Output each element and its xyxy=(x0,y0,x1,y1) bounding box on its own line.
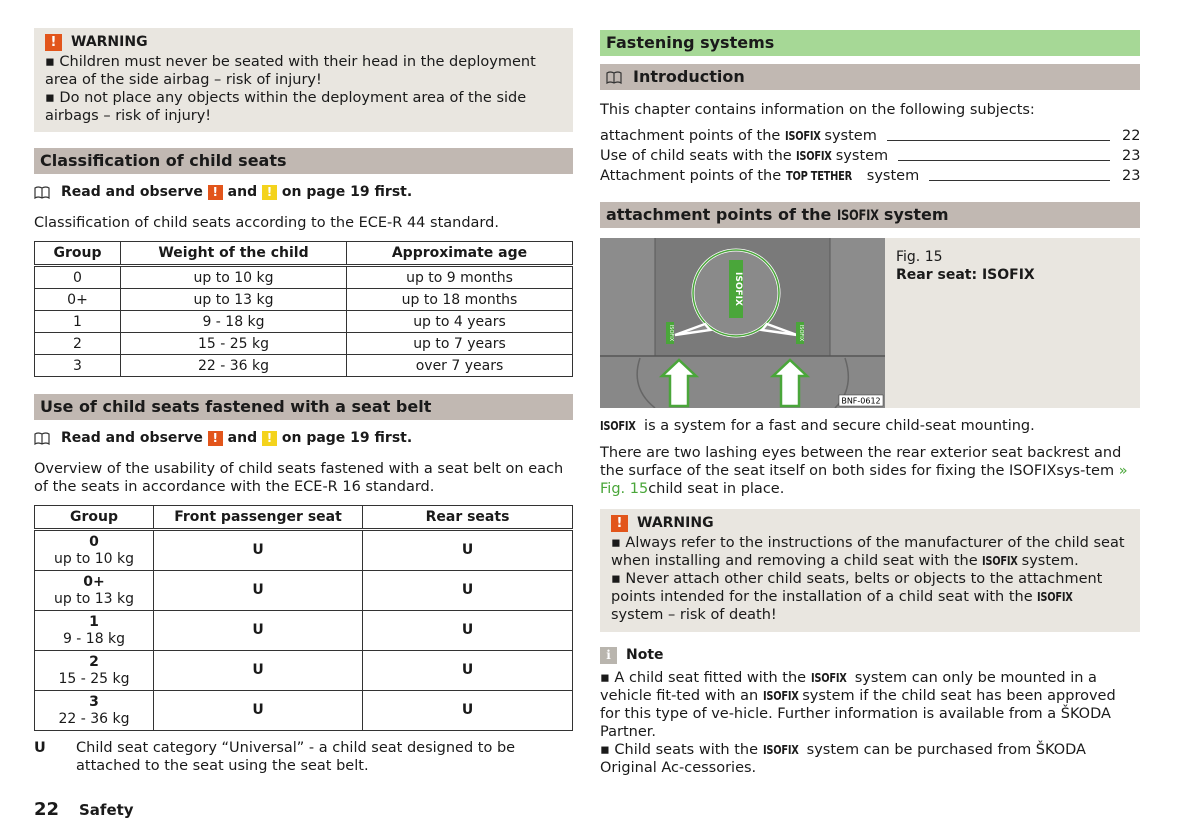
table-header: Group xyxy=(35,242,121,266)
isofix-logo: ISOFIX xyxy=(600,419,636,433)
table-cell: U xyxy=(154,530,363,571)
read-prefix: Read and observe xyxy=(61,430,203,446)
group-number: 2 xyxy=(89,653,99,670)
warning-icon: ! xyxy=(208,185,223,200)
toc-page-number: 23 xyxy=(1122,148,1141,164)
warning-title: WARNING xyxy=(71,34,148,50)
table-header: Rear seats xyxy=(363,506,573,530)
table-cell: 15 - 25 kg xyxy=(121,333,347,355)
table-cell: U xyxy=(363,571,573,611)
table-header: Group xyxy=(35,506,154,530)
bullet-text: ▪ Never attach other child seats, belts or objects to the attachment points intended for the installation of a child seat with the xyxy=(611,571,1103,605)
warning-bullet xyxy=(611,534,1128,570)
isofix-paragraph-2 xyxy=(600,444,1140,498)
toc-page-number: 22 xyxy=(1122,128,1141,144)
toc-entry-text xyxy=(600,166,919,186)
caution-icon: ! xyxy=(262,431,277,446)
table-cell: up to 7 years xyxy=(347,333,573,355)
toc-entry-prefix: attachment points of the xyxy=(600,128,781,144)
table-cell: 1 xyxy=(35,311,121,333)
figure-label: Fig. 15 xyxy=(896,249,943,265)
table-of-contents xyxy=(600,126,1140,186)
group-weight: up to 13 kg xyxy=(54,590,134,607)
table-cell: up to 4 years xyxy=(347,311,573,333)
attachment-heading-suffix: system xyxy=(883,205,949,224)
introduction-text: This chapter contains information on the following subjects: xyxy=(600,102,1035,118)
isofix-logo: ISOFIX xyxy=(796,149,832,163)
page-footer xyxy=(34,799,134,820)
read-and: and xyxy=(227,430,258,446)
warning-title: WARNING xyxy=(637,515,714,531)
bullet-text: ▪ Child seats with the xyxy=(600,742,763,758)
table-cell: U xyxy=(363,530,573,571)
seatbelt-intro: Overview of the usability of child seats fastened with a seat belt on each of the seats in accordance with the ECE-R 16 standard. xyxy=(34,461,564,495)
caution-icon: ! xyxy=(262,185,277,200)
book-icon xyxy=(34,186,50,199)
group-cell xyxy=(35,571,154,611)
toc-leader-line xyxy=(887,140,1110,141)
attachment-heading-prefix: attachment points of the xyxy=(606,205,832,224)
group-number: 0+ xyxy=(83,573,105,590)
read-and: and xyxy=(227,184,258,200)
warning-icon: ! xyxy=(208,431,223,446)
isofix-logo: ISOFIX xyxy=(836,208,879,224)
section-heading-seatbelt: Use of child seats fastened with a seat belt xyxy=(34,394,573,420)
isofix-logo: ISOFIX xyxy=(762,689,799,703)
isofix-tag-small: ISOFIX xyxy=(668,324,674,342)
read-suffix: on page 19 first. xyxy=(281,430,413,446)
toc-entry[interactable] xyxy=(600,126,1140,146)
note-section xyxy=(600,644,1140,777)
figure-caption xyxy=(885,238,1035,408)
table-cell: up to 18 months xyxy=(347,289,573,311)
read-and-observe xyxy=(34,430,573,446)
paragraph-text: child seat in place. xyxy=(648,481,785,497)
section-heading-introduction xyxy=(600,64,1140,90)
table-cell: U xyxy=(154,691,363,731)
table-cell: up to 9 months xyxy=(347,266,573,289)
bullet-text: ▪ A child seat fitted with the xyxy=(600,670,811,686)
isofix-logo: ISOFIX xyxy=(982,554,1018,568)
toc-entry-suffix: system xyxy=(824,128,877,144)
book-icon xyxy=(34,432,50,445)
top-tether-logo: TOP TETHER xyxy=(785,169,852,183)
toc-leader-line xyxy=(898,160,1110,161)
table-row xyxy=(35,530,573,571)
group-weight: 9 - 18 kg xyxy=(62,630,126,647)
warning-icon: ! xyxy=(45,34,62,51)
note-title: Note xyxy=(626,647,664,663)
toc-entry[interactable] xyxy=(600,146,1140,166)
warning-bullet: ▪ Children must never be seated with their head in the deployment area of the side airbag – risk of injury! xyxy=(45,54,536,88)
toc-entry-suffix: system xyxy=(835,148,889,164)
warning-bullet: ▪ Do not place any objects within the deployment area of the side airbags – risk of injury! xyxy=(45,90,527,124)
table-cell: U xyxy=(154,611,363,651)
figure-title: Rear seat: ISOFIX xyxy=(896,267,1035,283)
bullet-text: ▪ Always refer to the instructions of the manufacturer of the child seat when installing and removing a child seat with the xyxy=(611,535,1125,569)
rear-seat-isofix-illustration xyxy=(600,238,885,408)
bullet-text: system. xyxy=(1021,553,1079,569)
table-cell: 9 - 18 kg xyxy=(121,311,347,333)
warning-header xyxy=(45,31,561,53)
left-column xyxy=(34,28,573,775)
classification-intro: Classification of child seats according to the ECE-R 44 standard. xyxy=(34,215,499,231)
paragraph-text: is a system for a fast and secure child-seat mounting. xyxy=(639,418,1035,434)
group-number: 3 xyxy=(89,693,99,710)
toc-entry-prefix: Use of child seats with the xyxy=(600,148,792,164)
section-heading-attachment xyxy=(600,202,1140,228)
table-row xyxy=(35,571,573,611)
toc-entry-suffix: system xyxy=(862,168,920,184)
note-bullet xyxy=(600,741,1140,777)
isofix-tag-small: ISOFIX xyxy=(798,324,804,342)
group-weight: up to 10 kg xyxy=(54,550,134,567)
table-cell: 22 - 36 kg xyxy=(121,355,347,377)
info-icon: i xyxy=(600,647,617,664)
page-section-title: Safety xyxy=(79,801,134,819)
table-row xyxy=(35,333,573,355)
isofix-logo: ISOFIX xyxy=(1037,590,1073,604)
table-cell: 0+ xyxy=(35,289,121,311)
group-cell xyxy=(35,530,154,571)
figure-code: BNF-0612 xyxy=(841,396,881,406)
legend xyxy=(34,739,573,775)
table-header: Weight of the child xyxy=(121,242,347,266)
table-row xyxy=(35,691,573,731)
toc-entry-text xyxy=(600,146,888,166)
seatbelt-table xyxy=(34,505,573,731)
toc-entry[interactable] xyxy=(600,166,1140,186)
page-number: 22 xyxy=(34,799,60,820)
figure-link[interactable]: » Fig. 15 xyxy=(600,463,1128,497)
table-cell: U xyxy=(154,571,363,611)
table-header-row xyxy=(35,242,573,266)
group-weight: 22 - 36 kg xyxy=(58,710,130,727)
note-header xyxy=(600,644,1140,666)
toc-entry-prefix: Attachment points of the xyxy=(600,168,782,184)
book-icon xyxy=(606,71,622,84)
bullet-text: system can only be mounted in a vehicle fit-ted with an xyxy=(600,670,1097,704)
table-row xyxy=(35,289,573,311)
group-number: 0 xyxy=(89,533,99,550)
table-cell: 3 xyxy=(35,355,121,377)
isofix-logo: ISOFIX xyxy=(810,671,847,685)
table-cell: U xyxy=(363,611,573,651)
bullet-text: system – risk of death! xyxy=(611,607,777,623)
toc-page-number: 23 xyxy=(1122,168,1141,184)
classification-table xyxy=(34,241,573,377)
bullet-text: system if the child seat has been approved for this type of ve-hicle. Further information is available from a ŠKODA Partner. xyxy=(600,688,1116,740)
figure-15 xyxy=(600,238,1140,408)
isofix-logo: ISOFIX xyxy=(762,743,799,757)
read-prefix: Read and observe xyxy=(61,184,203,200)
table-cell: up to 10 kg xyxy=(121,266,347,289)
paragraph-text: There are two lashing eyes between the rear exterior seat backrest and the surface of the seat itself on both sides for fixing the ISOFIXsys-tem xyxy=(600,445,1122,479)
toc-entry-text xyxy=(600,126,877,146)
warning-icon: ! xyxy=(611,515,628,532)
table-cell: 0 xyxy=(35,266,121,289)
introduction-title: Introduction xyxy=(633,67,745,86)
isofix-logo: ISOFIX xyxy=(784,129,821,143)
isofix-paragraph-1 xyxy=(600,417,1140,435)
toc-leader-line xyxy=(929,180,1110,181)
group-number: 1 xyxy=(89,613,99,630)
table-cell: 2 xyxy=(35,333,121,355)
table-row xyxy=(35,651,573,691)
table-row xyxy=(35,611,573,651)
section-heading-fastening: Fastening systems xyxy=(600,30,1140,56)
legend-text: Child seat category “Universal” - a child seat designed to be attached to the seat using the seat belt. xyxy=(76,740,516,774)
warning-header xyxy=(611,512,1128,534)
table-header: Front passenger seat xyxy=(154,506,363,530)
right-column xyxy=(600,30,1140,777)
warning-box xyxy=(600,509,1140,632)
isofix-tag-large: ISOFIX xyxy=(733,272,743,306)
table-cell: U xyxy=(363,651,573,691)
warning-box xyxy=(34,28,573,132)
table-header-row xyxy=(35,506,573,530)
read-suffix: on page 19 first. xyxy=(281,184,413,200)
read-and-observe xyxy=(34,184,573,200)
section-heading-classification: Classification of child seats xyxy=(34,148,573,174)
note-bullet xyxy=(600,669,1140,741)
table-cell: U xyxy=(154,651,363,691)
table-cell: U xyxy=(363,691,573,731)
group-cell xyxy=(35,611,154,651)
group-cell xyxy=(35,691,154,731)
table-row xyxy=(35,311,573,333)
table-row xyxy=(35,355,573,377)
legend-key: U xyxy=(34,740,46,756)
warning-bullet xyxy=(611,570,1128,624)
table-header: Approximate age xyxy=(347,242,573,266)
table-cell: up to 13 kg xyxy=(121,289,347,311)
group-cell xyxy=(35,651,154,691)
bullet-text: system can be purchased from ŠKODA Original Ac-cessories. xyxy=(600,742,1086,776)
table-row xyxy=(35,266,573,289)
group-weight: 15 - 25 kg xyxy=(58,670,130,687)
table-cell: over 7 years xyxy=(347,355,573,377)
